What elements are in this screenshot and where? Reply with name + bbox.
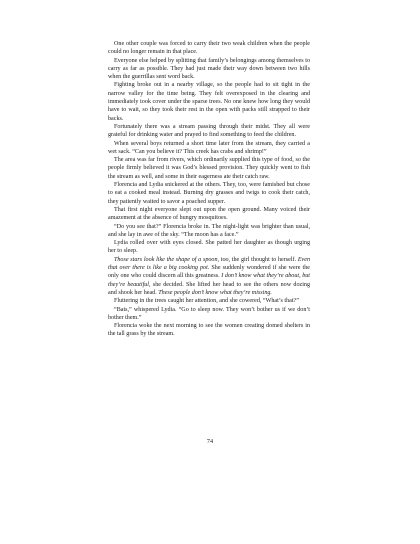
paragraph: One other couple was forced to carry their two weak children when the people could no longer remain in that place. xyxy=(108,41,310,56)
paragraph: When several boys returned a short time later from the stream, they carried a wet sack. “Can you believe it? This creek has crabs and shrimp!” xyxy=(108,140,310,155)
paragraph: Everyone else helped by splitting that family’s belongings among themselves to carry as far as possible. They had just made their way down between two hills when the guerrillas sent word back. xyxy=(108,57,310,81)
italic-thought: These people don’t know what they’re missing. xyxy=(158,289,272,296)
body-text xyxy=(108,40,310,339)
paragraph: Florencia woke the next morning to see the women creating domed shelters in the tall grass by the stream. xyxy=(108,323,310,338)
paragraph: That first night everyone slept out upon the open ground. Many voiced their amazement at the absence of hungry mosquitoes. xyxy=(108,206,310,222)
page-number: 74 xyxy=(206,438,214,445)
paragraph: The area was far from rivers, which ordinarily supplied this type of food, so the people firmly believed it was God’s blessed provision. They quickly went to fish the stream as well, and some in their eagerness ate their catch raw. xyxy=(108,157,310,180)
paragraph: “Bats,” whispered Lydia. “Go to sleep now. They won’t bother us if we don’t bother them.” xyxy=(108,306,310,321)
paragraph-text: the girl thought to herself. xyxy=(230,256,298,263)
paragraph: Fortunately there was a stream passing through their midst. They all were grateful for drinking water and prayed to find something to feed the children. xyxy=(108,123,310,139)
paragraph-text: She suddenly wondered if she were the only one who could discern all this greatness. xyxy=(108,265,310,280)
paragraph-mixed xyxy=(108,256,310,297)
italic-thought: Those stars look like the shape of a spoon, too, xyxy=(114,256,231,263)
paragraph: Fighting broke out in a nearby village, so the people had to sit tight in the narrow valley for the time being. They felt overexposed in the clearing and immediately took cover under the sparse trees. No one knew how long they would have to wait, so they took their rest in the open with packs still strapped to their backs. xyxy=(108,82,310,122)
paragraph: “Do you see that?” Florencia broke in. The night-light was brighter than usual, and she lay in awe of the sky. “The moon has a face.” xyxy=(108,223,310,238)
paragraph: Florencia and Lydia snickered at the others. They, too, were famished but chose to eat a cooked meal instead. Burning dry grasses and twigs to cook their catch, they patiently waited to savor a poached supper. xyxy=(108,182,310,205)
italic-thought: I don’t know what they’re about, but they’re beautiful, xyxy=(108,273,310,288)
paragraph-text: she decided. She lifted her head to see the others now dozing and shook her head. xyxy=(108,281,310,296)
paragraph: Lydia rolled over with eyes closed. She patted her daughter as though urging her to sleep. xyxy=(108,240,310,255)
paragraph: Fluttering in the trees caught her attention, and she cowered, “What’s that?” xyxy=(114,298,299,305)
italic-thought: Even that over there is like a big cooking pot. xyxy=(108,256,310,272)
